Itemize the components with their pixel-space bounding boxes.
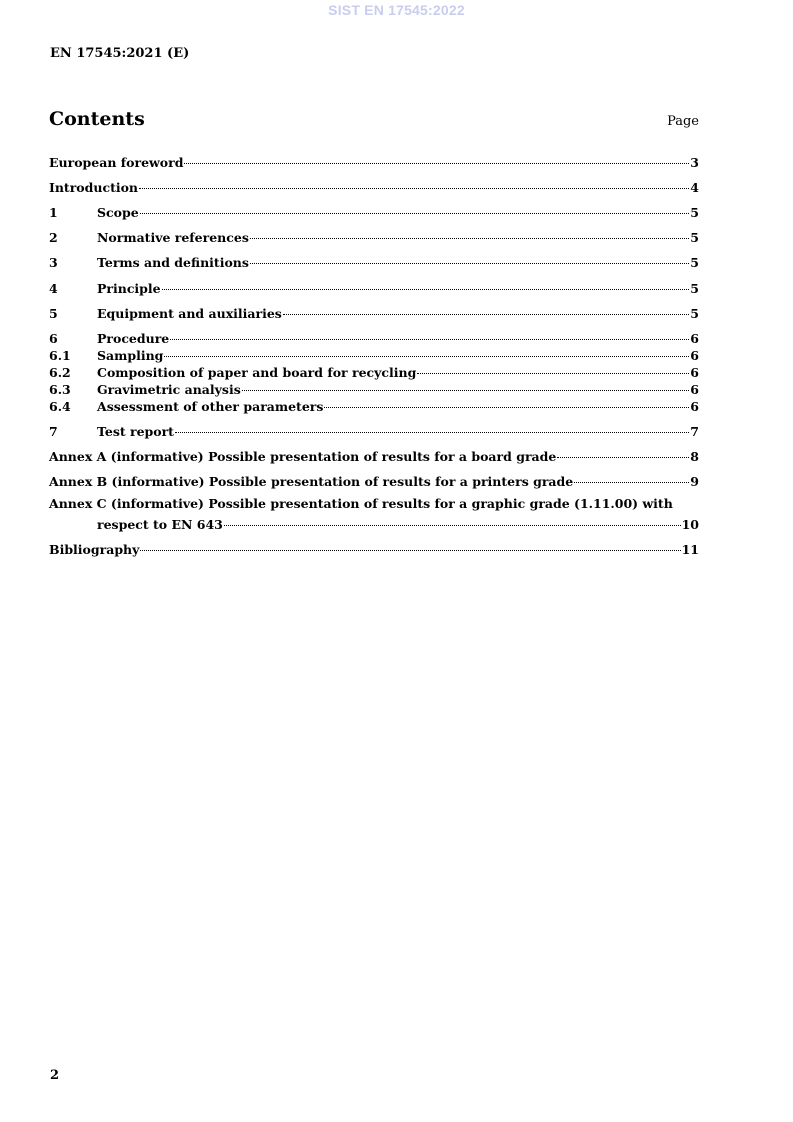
toc-entry-normative-references[interactable] (49, 227, 699, 245)
toc-entry-assessment-other-parameters[interactable] (49, 396, 699, 414)
toc-entry-european-foreword[interactable] (49, 152, 699, 170)
toc-entry-title: Procedure (97, 331, 170, 346)
toc-entry-title-line2-row (49, 514, 699, 532)
toc-entry-page: 7 (690, 424, 699, 439)
toc-entry-title: Gravimetric analysis (97, 382, 241, 397)
leader-dots (557, 443, 689, 458)
leader-dots (250, 249, 689, 264)
toc-entry-title: Sampling (97, 348, 164, 363)
toc-entry-number: 6.2 (49, 365, 71, 380)
toc-entry-title: Equipment and auxiliaries (97, 306, 282, 321)
toc-entry-page: 6 (690, 331, 699, 346)
toc-entry-annex-c[interactable] (49, 496, 699, 532)
toc-entry-number: 6.4 (49, 399, 71, 414)
watermark: SIST EN 17545:2022 (328, 2, 465, 18)
toc-entry-principle[interactable] (49, 278, 699, 296)
toc-entry-title-line2: respect to EN 643 (97, 517, 223, 532)
toc-entry-page: 10 (681, 517, 699, 532)
toc-entry-title-line1: Annex C (informative) Possible presentation of results for a graphic grade (1.11.00) with (49, 496, 673, 511)
leader-dots (574, 468, 689, 483)
toc-entry-bibliography[interactable] (49, 539, 699, 557)
leader-dots (283, 300, 689, 315)
page-column-label: Page (667, 114, 699, 129)
toc-entry-page: 8 (690, 449, 699, 464)
toc-entry-number: 6.1 (49, 348, 71, 363)
toc-entry-title: Annex B (informative) Possible presentation of results for a printers grade (49, 474, 574, 489)
toc-entry-page: 6 (690, 399, 699, 414)
toc-entry-title: Terms and definitions (97, 255, 249, 270)
toc-entry-number: 6 (49, 331, 58, 346)
footer-page-number: 2 (50, 1068, 60, 1083)
contents-header (49, 108, 699, 134)
document-id: EN 17545:2021 (E) (50, 46, 190, 61)
toc-entry-page: 6 (690, 365, 699, 380)
toc-entry-introduction[interactable] (49, 177, 699, 195)
leader-dots (164, 342, 689, 357)
toc-entry-page: 5 (690, 255, 699, 270)
toc-entry-title: European foreword (49, 155, 184, 170)
toc-entry-title: Normative references (97, 230, 249, 245)
toc-entry-number: 6.3 (49, 382, 71, 397)
toc-entry-number: 7 (49, 424, 58, 439)
toc-entry-terms-and-definitions[interactable] (49, 252, 699, 270)
toc-entry-page: 6 (690, 348, 699, 363)
toc-entry-page: 6 (690, 382, 699, 397)
toc-entry-annex-a[interactable] (49, 446, 699, 464)
toc-entry-page: 5 (690, 230, 699, 245)
toc-entry-page: 5 (690, 281, 699, 296)
toc-entry-number: 4 (49, 281, 58, 296)
leader-dots (324, 393, 689, 408)
toc-entry-page: 9 (690, 474, 699, 489)
toc-entry-page: 5 (690, 205, 699, 220)
toc-entry-title: Assessment of other parameters (97, 399, 324, 414)
toc-entry-page: 4 (690, 180, 699, 195)
leader-dots (224, 511, 681, 526)
contents-title: Contents (49, 108, 145, 130)
leader-dots (242, 376, 690, 391)
toc-entry-equipment-and-auxiliaries[interactable] (49, 303, 699, 321)
toc-entry-scope[interactable] (49, 202, 699, 220)
leader-dots (417, 359, 689, 374)
leader-dots (175, 418, 689, 433)
toc-entry-title: Test report (97, 424, 174, 439)
toc-entry-title: Principle (97, 281, 161, 296)
toc-entry-number: 3 (49, 255, 58, 270)
toc-entry-title: Annex A (informative) Possible presentation of results for a board grade (49, 449, 557, 464)
leader-dots (250, 224, 689, 239)
toc-entry-title: Composition of paper and board for recycling (97, 365, 417, 380)
toc-entry-annex-b[interactable] (49, 471, 699, 489)
toc-entry-title: Scope (97, 205, 139, 220)
toc-entry-test-report[interactable] (49, 421, 699, 439)
leader-dots (162, 275, 690, 290)
leader-dots (170, 325, 689, 340)
toc-entry-title: Bibliography (49, 542, 140, 557)
toc-entry-number: 1 (49, 205, 58, 220)
toc-entry-title: Introduction (49, 180, 139, 195)
leader-dots (139, 174, 689, 189)
toc-entry-number: 5 (49, 306, 58, 321)
leader-dots (140, 199, 690, 214)
toc-entry-page: 11 (681, 542, 699, 557)
toc-entry-number: 2 (49, 230, 58, 245)
toc-entry-page: 3 (690, 155, 699, 170)
leader-dots (140, 536, 680, 551)
leader-dots (184, 149, 689, 164)
toc-entry-page: 5 (690, 306, 699, 321)
